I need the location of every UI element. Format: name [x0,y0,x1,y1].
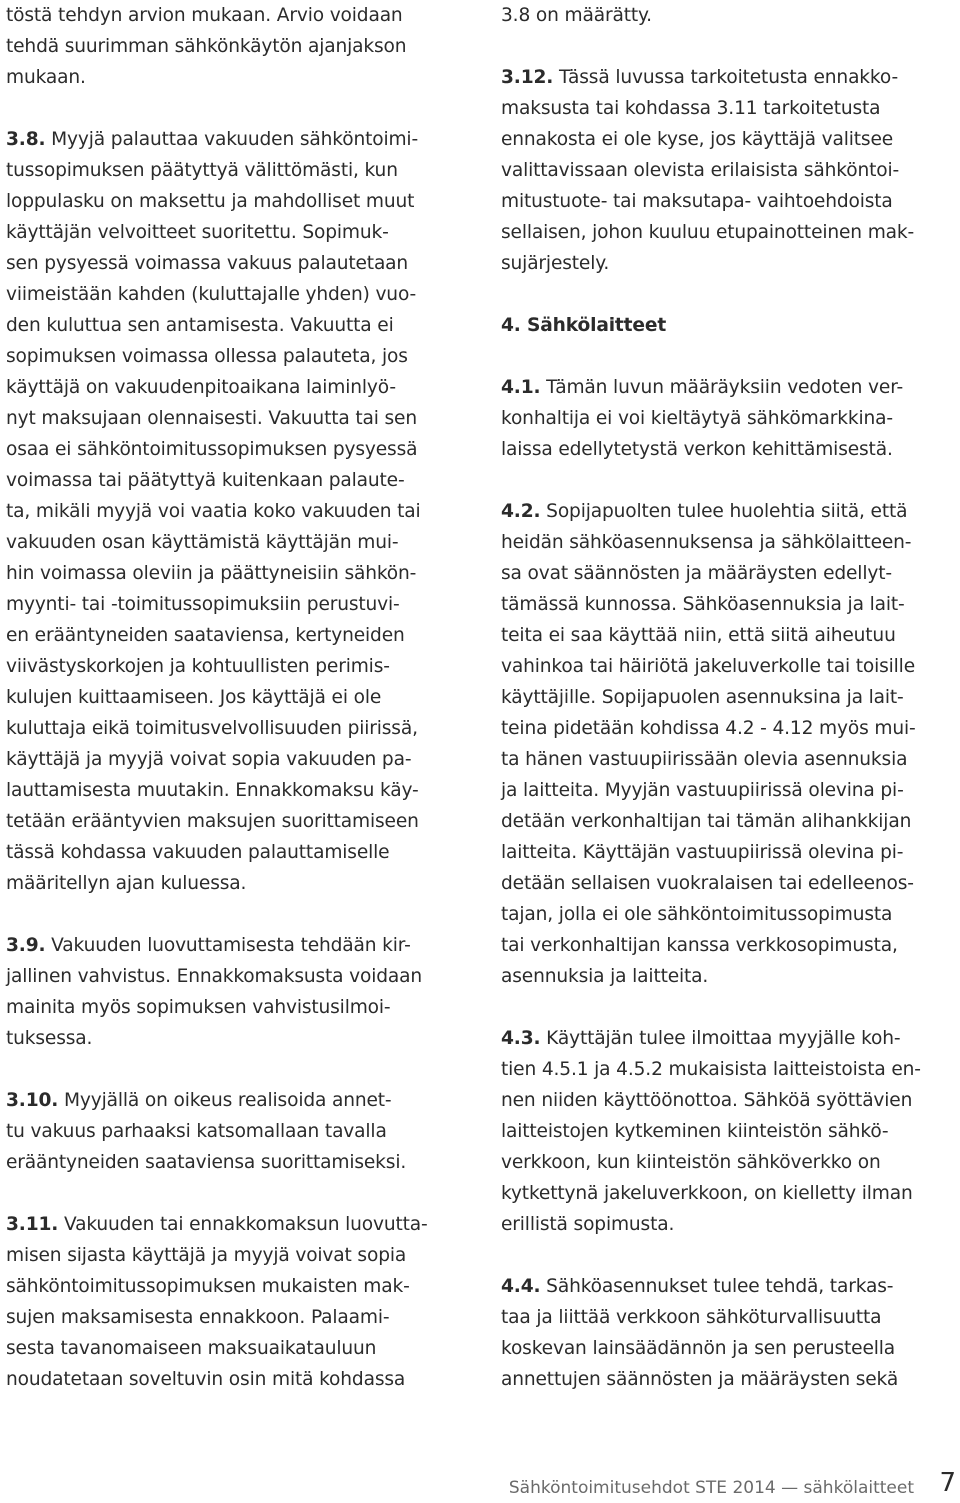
line-text: sähköntoimitussopimuksen mukaisten mak- [6,1276,410,1297]
text-line [6,279,468,310]
text-line [501,558,958,589]
line-text: määritellyn ajan kuluessa. [6,873,247,894]
clause-number: 4.2. [501,501,541,522]
line-text: sen pysyessä voimassa vakuus palautetaan [6,253,409,274]
text-line [501,124,958,155]
line-text: Myyjä palauttaa vakuuden sähköntoimi- [45,129,419,150]
text-line [501,1209,958,1240]
line-text: tussopimuksen päätyttyä välittömästi, kun [6,160,398,181]
text-line [501,1333,958,1364]
text-line [6,806,468,837]
line-text: laitteistojen kytkeminen kiinteistön sähkö- [501,1121,889,1142]
line-text: detään verkonhaltijan tai tämän alihankkijan [501,811,912,832]
text-line [6,558,468,589]
text-line [501,1271,958,1302]
text-line [501,0,958,31]
line-text: ja laitteita. Myyjän vastuupiirissä olevina pi- [501,780,904,801]
clause-number: 3.8. [6,129,46,150]
text-line [501,248,958,279]
text-line [501,155,958,186]
text-line [501,527,958,558]
line-text: erillistä sopimusta. [501,1214,675,1235]
text-line [6,992,468,1023]
text-line [501,1085,958,1116]
line-text: laitteita. Käyttäjän vastuupiirissä olevina pi- [501,842,904,863]
line-text: mukaan. [6,67,86,88]
line-text: mainita myös sopimuksen vahvistusilmoi- [6,997,391,1018]
text-line [501,1302,958,1333]
line-text: taa ja liittää verkkoon sähköturvallisuutta [501,1307,882,1328]
text-line [6,620,468,651]
paragraph [501,372,958,465]
page-number: 7 [939,1468,956,1498]
line-text: Vakuuden tai ennakkomaksun luovutta- [58,1214,428,1235]
line-text: mitustuote- tai maksutapa- vaihtoehdoista [501,191,893,212]
line-text: sa ovat säännösten ja määräysten edellyt- [501,563,892,584]
paragraph [6,1085,468,1178]
text-line [501,1054,958,1085]
line-text: sujen maksamisesta ennakkoon. Palaami- [6,1307,390,1328]
text-line [6,589,468,620]
text-line [501,403,958,434]
line-text: tehdä suurimman sähkönkäytön ajanjakson [6,36,407,57]
text-line [501,651,958,682]
line-text: tämässä kunnossa. Sähköasennuksia ja lait- [501,594,905,615]
text-line [501,837,958,868]
line-text: teina pidetään kohdissa 4.2 - 4.12 myös mui- [501,718,916,739]
line-text: tai verkonhaltijan kanssa verkkosopimusta, [501,935,898,956]
paragraph [6,930,468,1054]
right-column [501,0,958,1426]
line-text: asennuksia ja laitteita. [501,966,709,987]
text-line [501,434,958,465]
text-line [501,899,958,930]
text-line [6,775,468,806]
line-text: maksusta tai kohdassa 3.11 tarkoitetusta [501,98,881,119]
line-text: Vakuuden luovuttamisesta tehdään kir- [45,935,411,956]
clause-number: 4.4. [501,1276,541,1297]
text-line [6,0,468,31]
paragraph [6,0,468,93]
line-text: osaa ei sähköntoimitussopimuksen pysyessä [6,439,418,460]
line-text: nen niiden käyttöönottoa. Sähköä syöttävien [501,1090,913,1111]
text-line [6,217,468,248]
text-line [6,155,468,186]
text-line [6,310,468,341]
line-text: tu vakuus parhaaksi katsomallaan tavalla [6,1121,387,1142]
text-line [501,1147,958,1178]
line-text: konhaltija ei voi kieltäytyä sähkömarkkina- [501,408,893,429]
text-line [6,930,468,961]
line-text: tetään erääntyvien maksujen suorittamiseen [6,811,419,832]
line-text: ta hänen vastuupiirissään olevia asennuksia [501,749,908,770]
text-line [501,682,958,713]
line-text: tässä kohdassa vakuuden palauttamiselle [6,842,390,863]
text-line [6,124,468,155]
text-line [6,465,468,496]
line-text: sesta tavanomaiseen maksuaikatauluun [6,1338,377,1359]
line-text: lauttamisesta muutakin. Ennakkomaksu käy- [6,780,419,801]
text-line [501,93,958,124]
clause-number: 3.10. [6,1090,59,1111]
line-text: loppulasku on maksettu ja mahdolliset muut [6,191,415,212]
text-line [6,341,468,372]
clause-number: 3.11. [6,1214,59,1235]
line-text: käyttäjille. Sopijapuolen asennuksina ja lait- [501,687,904,708]
text-line [6,1209,468,1240]
paragraph [501,1271,958,1395]
text-line [501,62,958,93]
clause-number: 3.9. [6,935,46,956]
text-line [6,837,468,868]
text-line [6,372,468,403]
line-text: voimassa tai päätyttyä kuitenkaan palaute- [6,470,405,491]
line-text: jallinen vahvistus. Ennakkomaksusta voidaan [6,966,423,987]
text-line [501,620,958,651]
text-line [501,775,958,806]
clause-number: 4.1. [501,377,541,398]
line-text: Sähköasennukset tulee tehdä, tarkas- [540,1276,894,1297]
text-line [6,1023,468,1054]
line-text: Sopijapuolten tulee huolehtia siitä, että [540,501,908,522]
text-line [501,806,958,837]
text-line [501,1178,958,1209]
paragraph [6,124,468,899]
text-line [501,868,958,899]
line-text: vakuuden osan käyttämistä käyttäjän mui- [6,532,399,553]
text-line [501,1364,958,1395]
line-text: misen sijasta käyttäjä ja myyjä voivat sopia [6,1245,407,1266]
page-footer: Sähköntoimitusehdot STE 2014 — sähkölaitteet [508,1478,914,1498]
text-line [6,186,468,217]
line-text: tien 4.5.1 ja 4.5.2 mukaisista laitteistoista en- [501,1059,921,1080]
line-text: 3.8 on määrätty. [501,5,652,26]
text-line [501,961,958,992]
text-line [6,1085,468,1116]
text-line [6,1333,468,1364]
text-line [6,1116,468,1147]
paragraph [501,0,958,31]
line-text: kuluttaja eikä toimitusvelvollisuuden piirissä, [6,718,418,739]
line-text: käyttäjän velvoitteet suoritettu. Sopimuk- [6,222,389,243]
clause-number: 3.12. [501,67,554,88]
text-line [501,372,958,403]
text-line [6,403,468,434]
text-line [501,744,958,775]
text-line [501,589,958,620]
clause-number: 4.3. [501,1028,541,1049]
section-heading: 4. Sähkölaitteet [501,315,667,336]
line-text: Tämän luvun määräyksiin vedoten ver- [540,377,904,398]
line-text: vahinkoa tai häiriötä jakeluverkolle tai toisille [501,656,915,677]
paragraph [501,62,958,279]
text-line [501,1023,958,1054]
line-text: myynti- tai -toimitussopimuksiin perustuvi- [6,594,400,615]
text-line [501,930,958,961]
line-text: hin voimassa oleviin ja päättyneisiin sähkön- [6,563,417,584]
text-line [6,248,468,279]
line-text: viimeistään kahden (kuluttajalle yhden) vuo- [6,284,417,305]
line-text: tajan, jolla ei ole sähköntoimitussopimusta [501,904,893,925]
line-text: ennakosta ei ole kyse, jos käyttäjä valitsee [501,129,894,150]
text-line [6,62,468,93]
line-text: teita ei saa käyttää niin, että siitä aiheutuu [501,625,896,646]
line-text: valittavissaan olevista erilaisista sähköntoi- [501,160,900,181]
line-text: erääntyneiden saataviensa suorittamiseksi. [6,1152,407,1173]
line-text: käyttäjä ja myyjä voivat sopia vakuuden pa- [6,749,412,770]
line-text: Myyjällä on oikeus realisoida annet- [58,1090,392,1111]
text-line [6,651,468,682]
text-line [501,186,958,217]
line-text: ta, mikäli myyjä voi vaatia koko vakuuden tai [6,501,421,522]
line-text: sellaisen, johon kuuluu etupainotteinen mak- [501,222,915,243]
line-text: detään sellaisen vuokralaisen tai edelleenos- [501,873,914,894]
paragraph [501,1023,958,1240]
line-text: sujärjestely. [501,253,610,274]
text-line [6,1147,468,1178]
line-text: verkkoon, kun kiinteistön sähköverkko on [501,1152,881,1173]
text-line [6,434,468,465]
text-line [6,1364,468,1395]
line-text: koskevan lainsäädännön ja sen perusteella [501,1338,896,1359]
text-line [6,713,468,744]
text-line [6,527,468,558]
text-line [6,744,468,775]
line-text: laissa edellytetystä verkon kehittämisestä. [501,439,893,460]
line-text: heidän sähköasennuksensa ja sähkölaitteen- [501,532,912,553]
left-column [6,0,468,1426]
line-text: kulujen kuittaamiseen. Jos käyttäjä ei ole [6,687,382,708]
line-text: Tässä luvussa tarkoitetusta ennakko- [553,67,899,88]
text-line [6,496,468,527]
line-text: viivästyskorkojen ja kohtuullisten perimis- [6,656,390,677]
paragraph [501,310,958,341]
line-text: käyttäjä on vakuudenpitoaikana laiminlyö- [6,377,396,398]
text-line [6,961,468,992]
text-line [6,1271,468,1302]
text-line [6,682,468,713]
text-line [501,217,958,248]
text-line [6,31,468,62]
text-line [501,1116,958,1147]
line-text: sopimuksen voimassa ollessa palauteta, jos [6,346,408,367]
paragraph [501,496,958,992]
line-text: annettujen säännösten ja määräysten sekä [501,1369,899,1390]
line-text: noudatetaan soveltuvin osin mitä kohdassa [6,1369,406,1390]
line-text: en erääntyneiden saataviensa, kertyneiden [6,625,405,646]
line-text: nyt maksujaan olennaisesti. Vakuutta tai sen [6,408,417,429]
line-text: töstä tehdyn arvion mukaan. Arvio voidaan [6,5,403,26]
text-line [6,868,468,899]
paragraph [6,1209,468,1395]
line-text: Käyttäjän tulee ilmoittaa myyjälle koh- [540,1028,901,1049]
line-text: tuksessa. [6,1028,93,1049]
text-line [501,496,958,527]
text-line [6,1302,468,1333]
line-text: den kuluttua sen antamisesta. Vakuutta ei [6,315,394,336]
line-text: kytkettynä jakeluverkkoon, on kielletty ilman [501,1183,913,1204]
text-line [6,1240,468,1271]
text-line [501,713,958,744]
